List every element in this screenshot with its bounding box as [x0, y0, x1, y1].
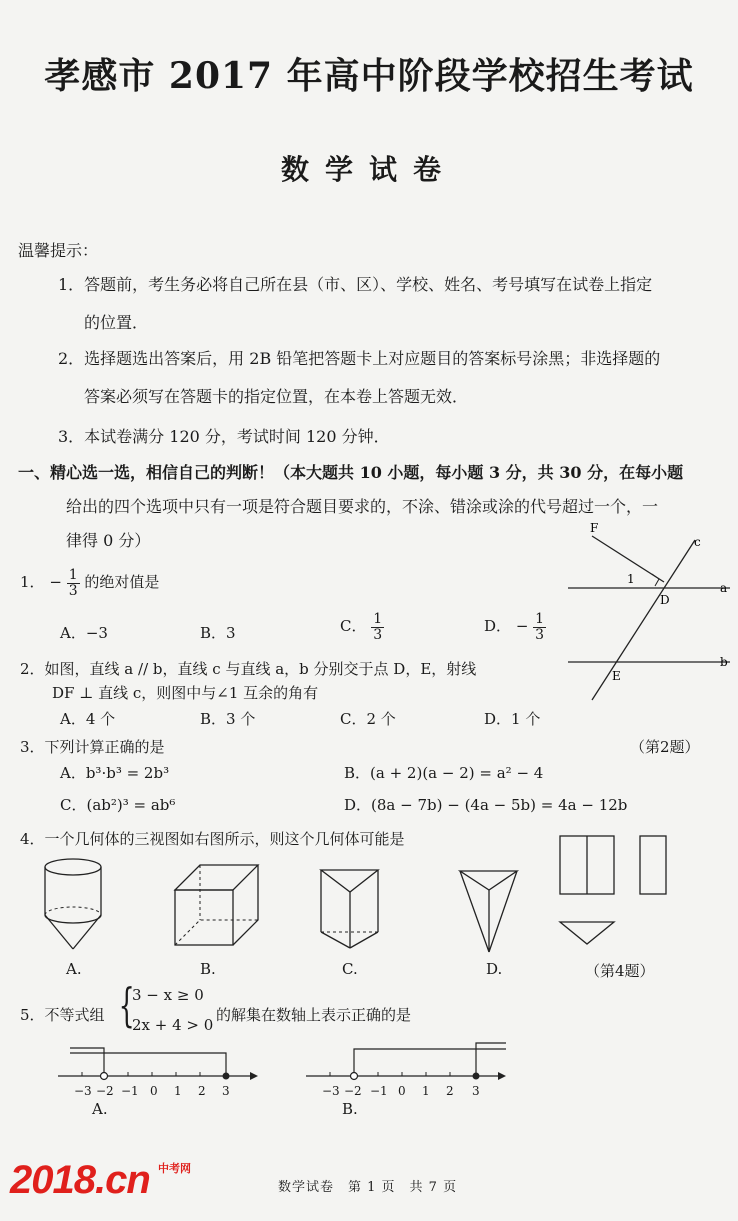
solid-d-icon [455, 866, 525, 956]
tick-label: −2 [96, 1084, 114, 1098]
figure-caption: （第2题） [630, 738, 700, 756]
option-b: B. [200, 960, 216, 978]
section-heading: 一、精心选一选，相信自己的判断！（本大题共 10 小题，每小题 3 分，共 30 分，在每小题 [18, 463, 684, 482]
tick-label: 2 [446, 1084, 454, 1098]
option-a: A．−3 [60, 624, 108, 642]
exam-title: 孝感市 2017 年高中阶段学校招生考试 [44, 55, 694, 97]
fraction [371, 612, 384, 642]
question-5-suffix: 的解集在数轴上表示正确的是 [216, 1006, 412, 1024]
tip-line: 答案必须写在答题卡的指定位置，在本卷上答题无效． [84, 387, 469, 406]
page-footer: 数学试卷 第 1 页 共 7 页 [278, 1180, 458, 1195]
option-b: B．(a + 2)(a − 2) = a² − 4 [344, 764, 544, 782]
option-a: A．b³·b³ = 2b³ [60, 764, 170, 782]
option-d: D. [486, 960, 503, 978]
tips-heading: 温馨提示： [18, 241, 99, 260]
label-angle-1: 1 [627, 572, 635, 586]
label-b: b [720, 655, 728, 669]
tick-label: 0 [398, 1084, 406, 1098]
option-c: C．2 个 [340, 710, 396, 728]
question-number: 1． [20, 573, 45, 592]
fraction-numerator: 1 [373, 611, 383, 627]
tick-label: 1 [174, 1084, 182, 1098]
question-2-figure [560, 520, 735, 710]
tick-label: −1 [121, 1084, 139, 1098]
question-2-line1: 2．如图，直线 a // b，直线 c 与直线 a，b 分别交于点 D，E，射线 [20, 660, 477, 678]
question-1 [20, 568, 159, 598]
option-label: C． [340, 617, 367, 636]
inequality-2: 2x + 4 > 0 [132, 1016, 214, 1034]
option-a: A. [92, 1100, 108, 1118]
site-logo-tag: 中考网 [158, 1162, 191, 1175]
fraction-denominator: 3 [373, 626, 383, 643]
option-d: D．1 个 [484, 710, 541, 728]
tip-line: 1．答题前，考生务必将自己所在县（市、区）、学校、姓名、考号填写在试卷上指定 [58, 275, 653, 294]
label-F: F [590, 521, 599, 535]
figure-caption: （第4题） [585, 962, 655, 980]
tick-label: 2 [198, 1084, 206, 1098]
tick-label: −2 [344, 1084, 362, 1098]
fraction-numerator: 1 [535, 611, 545, 627]
number-line-a [58, 1040, 258, 1085]
option-b: B．3 个 [200, 710, 256, 728]
minus-sign: − [515, 617, 529, 636]
tick-label: 1 [422, 1084, 430, 1098]
tip-line: 的位置． [84, 313, 149, 332]
tick-label: −1 [370, 1084, 388, 1098]
option-b: B．3 [200, 624, 236, 642]
tick-label: 3 [222, 1084, 230, 1098]
option-c: C. [342, 960, 358, 978]
section-line: 律得 0 分） [66, 531, 151, 550]
question-4: 4．一个几何体的三视图如右图所示，则这个几何体可能是 [20, 830, 405, 848]
question-2-line2: DF ⊥ 直线 c，则图中与∠1 互余的角有 [52, 684, 319, 702]
tip-line: 2．选择题选出答案后，用 2B 铅笔把答题卡上对应题目的答案标号涂黑；非选择题的 [58, 349, 661, 368]
solid-b-icon [170, 860, 265, 950]
fraction [67, 568, 80, 598]
label-a: a [720, 581, 728, 595]
paper-subtitle: 数学试卷 [280, 153, 457, 186]
question-3: 3．下列计算正确的是 [20, 738, 165, 756]
option-c: C．(ab²)³ = ab⁶ [60, 796, 176, 814]
label-D: D [660, 593, 670, 607]
label-c: c [694, 535, 701, 549]
tip-line: 3．本试卷满分 120 分，考试时间 120 分钟． [58, 427, 390, 446]
tick-label: 0 [150, 1084, 158, 1098]
three-views-figure [558, 834, 678, 954]
solid-c-icon [316, 862, 386, 952]
option-c [340, 612, 384, 642]
question-stem: 的绝对值是 [84, 573, 160, 592]
option-d: D．(8a − 7b) − (4a − 5b) = 4a − 12b [344, 796, 628, 814]
fraction-denominator: 3 [535, 626, 545, 643]
option-a: A．4 个 [60, 710, 116, 728]
line-c [592, 540, 695, 700]
site-logo: 2018.cn [10, 1158, 150, 1202]
option-d [484, 612, 546, 642]
section-line: 给出的四个选项中只有一项是符合题目要求的，不涂、错涂或涂的代号超过一个，一 [66, 497, 659, 516]
inequality-1: 3 − x ≥ 0 [132, 986, 204, 1004]
question-5-prefix: 5．不等式组 [20, 1006, 105, 1024]
number-line-b [306, 1040, 516, 1085]
tick-label: 3 [472, 1084, 480, 1098]
tick-label: −3 [74, 1084, 92, 1098]
option-a: A. [66, 960, 82, 978]
fraction-denominator: 3 [68, 582, 78, 599]
brace-icon: { [118, 978, 135, 1032]
solid-a-icon [40, 855, 110, 955]
minus-sign: − [49, 573, 62, 592]
fraction-numerator: 1 [68, 567, 78, 583]
label-E: E [612, 669, 621, 683]
option-b: B. [342, 1100, 358, 1118]
fraction [533, 612, 546, 642]
tick-label: −3 [322, 1084, 340, 1098]
option-label: D． [484, 617, 512, 636]
